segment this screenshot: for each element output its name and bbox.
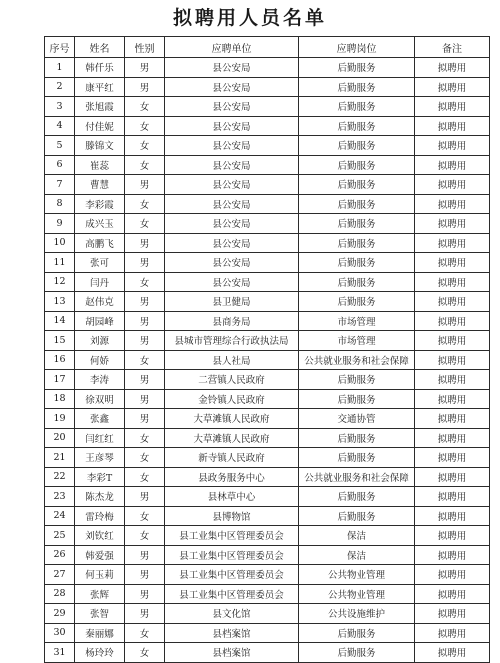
table-row [45, 292, 490, 312]
cell-index: 10 [45, 233, 75, 253]
cell-employer: 县档案馆 [165, 623, 299, 643]
cell-index: 19 [45, 409, 75, 429]
cell-index: 28 [45, 584, 75, 604]
table-row [45, 506, 490, 526]
cell-position: 后勤服务 [299, 272, 415, 292]
header-employer: 应聘单位 [165, 37, 299, 58]
cell-position: 后勤服务 [299, 136, 415, 156]
cell-index: 25 [45, 526, 75, 546]
cell-index: 9 [45, 214, 75, 234]
cell-position: 保洁 [299, 545, 415, 565]
table-row [45, 77, 490, 97]
cell-gender: 男 [125, 58, 165, 78]
cell-name: 秦丽娜 [75, 623, 125, 643]
cell-position: 公共就业服务和社会保障 [299, 467, 415, 487]
cell-gender: 男 [125, 389, 165, 409]
cell-gender: 女 [125, 526, 165, 546]
cell-index: 20 [45, 428, 75, 448]
table-row [45, 526, 490, 546]
cell-name: 康平红 [75, 77, 125, 97]
cell-remark: 拟聘用 [415, 487, 490, 507]
cell-index: 15 [45, 331, 75, 351]
cell-position: 后勤服务 [299, 623, 415, 643]
cell-remark: 拟聘用 [415, 545, 490, 565]
cell-name: 张智 [75, 604, 125, 624]
cell-employer: 大草滩镇人民政府 [165, 428, 299, 448]
cell-position: 后勤服务 [299, 389, 415, 409]
cell-employer: 县政务服务中心 [165, 467, 299, 487]
cell-employer: 县公安局 [165, 214, 299, 234]
cell-employer: 县公安局 [165, 116, 299, 136]
cell-remark: 拟聘用 [415, 331, 490, 351]
cell-gender: 男 [125, 409, 165, 429]
cell-position: 后勤服务 [299, 487, 415, 507]
cell-employer: 县工业集中区管理委员会 [165, 545, 299, 565]
cell-gender: 女 [125, 97, 165, 117]
cell-gender: 女 [125, 272, 165, 292]
cell-remark: 拟聘用 [415, 565, 490, 585]
table-row [45, 233, 490, 253]
cell-gender: 男 [125, 253, 165, 273]
cell-gender: 女 [125, 116, 165, 136]
cell-name: 韩仟乐 [75, 58, 125, 78]
cell-position: 市场管理 [299, 331, 415, 351]
cell-name: 杨玲玲 [75, 643, 125, 663]
cell-index: 3 [45, 97, 75, 117]
cell-position: 后勤服务 [299, 506, 415, 526]
table-row [45, 565, 490, 585]
cell-name: 刘源 [75, 331, 125, 351]
cell-gender: 女 [125, 428, 165, 448]
cell-employer: 县工业集中区管理委员会 [165, 565, 299, 585]
cell-index: 6 [45, 155, 75, 175]
cell-remark: 拟聘用 [415, 526, 490, 546]
cell-employer: 新寺镇人民政府 [165, 448, 299, 468]
cell-name: 闫丹 [75, 272, 125, 292]
table-row [45, 623, 490, 643]
cell-index: 11 [45, 253, 75, 273]
cell-remark: 拟聘用 [415, 97, 490, 117]
cell-index: 24 [45, 506, 75, 526]
cell-remark: 拟聘用 [415, 428, 490, 448]
cell-remark: 拟聘用 [415, 409, 490, 429]
cell-position: 公共物业管理 [299, 584, 415, 604]
cell-position: 后勤服务 [299, 428, 415, 448]
cell-index: 5 [45, 136, 75, 156]
header-gender: 性别 [125, 37, 165, 58]
cell-index: 29 [45, 604, 75, 624]
cell-remark: 拟聘用 [415, 116, 490, 136]
cell-index: 31 [45, 643, 75, 663]
cell-employer: 县公安局 [165, 233, 299, 253]
cell-name: 赵伟克 [75, 292, 125, 312]
cell-position: 后勤服务 [299, 448, 415, 468]
table-row [45, 604, 490, 624]
cell-remark: 拟聘用 [415, 623, 490, 643]
cell-name: 陈杰龙 [75, 487, 125, 507]
cell-index: 26 [45, 545, 75, 565]
cell-position: 保洁 [299, 526, 415, 546]
cell-position: 后勤服务 [299, 233, 415, 253]
cell-employer: 县公安局 [165, 97, 299, 117]
cell-name: 成兴玉 [75, 214, 125, 234]
cell-index: 2 [45, 77, 75, 97]
cell-gender: 男 [125, 77, 165, 97]
table-row [45, 253, 490, 273]
table-row [45, 467, 490, 487]
table-row [45, 370, 490, 390]
cell-gender: 女 [125, 467, 165, 487]
cell-index: 12 [45, 272, 75, 292]
cell-position: 后勤服务 [299, 194, 415, 214]
cell-gender: 男 [125, 565, 165, 585]
cell-index: 23 [45, 487, 75, 507]
cell-employer: 县公安局 [165, 136, 299, 156]
cell-remark: 拟聘用 [415, 272, 490, 292]
cell-employer: 县文化馆 [165, 604, 299, 624]
cell-remark: 拟聘用 [415, 604, 490, 624]
cell-remark: 拟聘用 [415, 58, 490, 78]
cell-name: 刘钦红 [75, 526, 125, 546]
page-title: 拟聘用人员名单 [172, 7, 327, 29]
cell-position: 后勤服务 [299, 58, 415, 78]
cell-gender: 女 [125, 448, 165, 468]
table-row [45, 155, 490, 175]
header-position: 应聘岗位 [299, 37, 415, 58]
table-row [45, 545, 490, 565]
cell-index: 27 [45, 565, 75, 585]
cell-employer: 县公安局 [165, 77, 299, 97]
table-row [45, 428, 490, 448]
header-index: 序号 [45, 37, 75, 58]
cell-employer: 县城市管理综合行政执法局 [165, 331, 299, 351]
cell-index: 16 [45, 350, 75, 370]
cell-name: 闫红红 [75, 428, 125, 448]
header-remark: 备注 [415, 37, 490, 58]
table-row [45, 448, 490, 468]
cell-remark: 拟聘用 [415, 253, 490, 273]
cell-index: 30 [45, 623, 75, 643]
table-row [45, 331, 490, 351]
table-header-row [45, 37, 490, 58]
table-row [45, 58, 490, 78]
table-row [45, 487, 490, 507]
cell-position: 后勤服务 [299, 253, 415, 273]
cell-name: 何玉莉 [75, 565, 125, 585]
cell-gender: 女 [125, 214, 165, 234]
cell-remark: 拟聘用 [415, 175, 490, 195]
cell-gender: 男 [125, 604, 165, 624]
table-row [45, 643, 490, 663]
cell-index: 21 [45, 448, 75, 468]
cell-gender: 女 [125, 155, 165, 175]
cell-name: 雷玲梅 [75, 506, 125, 526]
cell-name: 张鑫 [75, 409, 125, 429]
cell-name: 付佳妮 [75, 116, 125, 136]
cell-position: 后勤服务 [299, 77, 415, 97]
cell-employer: 二营镇人民政府 [165, 370, 299, 390]
cell-name: 何娇 [75, 350, 125, 370]
cell-name: 滕锦文 [75, 136, 125, 156]
cell-gender: 男 [125, 233, 165, 253]
cell-position: 后勤服务 [299, 214, 415, 234]
cell-employer: 县人社局 [165, 350, 299, 370]
cell-gender: 男 [125, 584, 165, 604]
cell-name: 徐双明 [75, 389, 125, 409]
cell-employer: 县公安局 [165, 155, 299, 175]
cell-employer: 县公安局 [165, 175, 299, 195]
table-row [45, 272, 490, 292]
cell-gender: 女 [125, 136, 165, 156]
cell-remark: 拟聘用 [415, 136, 490, 156]
cell-employer: 金铃镇人民政府 [165, 389, 299, 409]
cell-remark: 拟聘用 [415, 370, 490, 390]
cell-name: 曹慧 [75, 175, 125, 195]
cell-remark: 拟聘用 [415, 350, 490, 370]
cell-name: 李彩霞 [75, 194, 125, 214]
cell-position: 公共就业服务和社会保障 [299, 350, 415, 370]
cell-position: 后勤服务 [299, 643, 415, 663]
cell-index: 22 [45, 467, 75, 487]
cell-name: 胡园峰 [75, 311, 125, 331]
cell-employer: 县卫健局 [165, 292, 299, 312]
cell-name: 王彦琴 [75, 448, 125, 468]
cell-position: 公共设施维护 [299, 604, 415, 624]
cell-employer: 县档案馆 [165, 643, 299, 663]
cell-name: 张可 [75, 253, 125, 273]
table-row [45, 97, 490, 117]
cell-remark: 拟聘用 [415, 194, 490, 214]
cell-employer: 县公安局 [165, 253, 299, 273]
cell-position: 后勤服务 [299, 97, 415, 117]
cell-remark: 拟聘用 [415, 155, 490, 175]
cell-position: 后勤服务 [299, 175, 415, 195]
cell-remark: 拟聘用 [415, 467, 490, 487]
cell-index: 17 [45, 370, 75, 390]
cell-position: 交通协管 [299, 409, 415, 429]
cell-remark: 拟聘用 [415, 389, 490, 409]
table-row [45, 389, 490, 409]
cell-gender: 男 [125, 487, 165, 507]
cell-position: 后勤服务 [299, 292, 415, 312]
cell-gender: 女 [125, 506, 165, 526]
cell-remark: 拟聘用 [415, 448, 490, 468]
table-row [45, 214, 490, 234]
table-row [45, 350, 490, 370]
cell-remark: 拟聘用 [415, 643, 490, 663]
cell-name: 李涛 [75, 370, 125, 390]
cell-remark: 拟聘用 [415, 233, 490, 253]
table-row [45, 136, 490, 156]
cell-name: 李彩T [75, 467, 125, 487]
cell-index: 8 [45, 194, 75, 214]
header-name: 姓名 [75, 37, 125, 58]
cell-index: 18 [45, 389, 75, 409]
cell-remark: 拟聘用 [415, 292, 490, 312]
cell-employer: 县公安局 [165, 58, 299, 78]
cell-gender: 女 [125, 350, 165, 370]
table-row [45, 409, 490, 429]
cell-gender: 男 [125, 545, 165, 565]
cell-position: 后勤服务 [299, 155, 415, 175]
cell-position: 后勤服务 [299, 116, 415, 136]
cell-gender: 男 [125, 292, 165, 312]
cell-name: 高鹏飞 [75, 233, 125, 253]
cell-remark: 拟聘用 [415, 584, 490, 604]
cell-remark: 拟聘用 [415, 506, 490, 526]
cell-remark: 拟聘用 [415, 311, 490, 331]
cell-employer: 大草滩镇人民政府 [165, 409, 299, 429]
cell-employer: 县林草中心 [165, 487, 299, 507]
cell-name: 张辉 [75, 584, 125, 604]
cell-position: 公共物业管理 [299, 565, 415, 585]
table-row [45, 175, 490, 195]
cell-index: 4 [45, 116, 75, 136]
cell-gender: 女 [125, 623, 165, 643]
cell-gender: 男 [125, 370, 165, 390]
cell-index: 7 [45, 175, 75, 195]
cell-name: 张旭霞 [75, 97, 125, 117]
cell-position: 市场管理 [299, 311, 415, 331]
cell-employer: 县商务局 [165, 311, 299, 331]
cell-remark: 拟聘用 [415, 77, 490, 97]
table-row [45, 116, 490, 136]
cell-name: 韩爱强 [75, 545, 125, 565]
hire-list-table [44, 36, 490, 663]
cell-gender: 男 [125, 311, 165, 331]
cell-employer: 县博物馆 [165, 506, 299, 526]
table-row [45, 194, 490, 214]
table-row [45, 584, 490, 604]
cell-gender: 男 [125, 331, 165, 351]
cell-employer: 县工业集中区管理委员会 [165, 584, 299, 604]
cell-employer: 县公安局 [165, 272, 299, 292]
cell-gender: 女 [125, 194, 165, 214]
cell-gender: 女 [125, 643, 165, 663]
cell-position: 后勤服务 [299, 370, 415, 390]
cell-index: 13 [45, 292, 75, 312]
cell-employer: 县工业集中区管理委员会 [165, 526, 299, 546]
cell-name: 崔蕊 [75, 155, 125, 175]
cell-gender: 男 [125, 175, 165, 195]
table-row [45, 311, 490, 331]
cell-index: 1 [45, 58, 75, 78]
cell-employer: 县公安局 [165, 194, 299, 214]
cell-remark: 拟聘用 [415, 214, 490, 234]
cell-index: 14 [45, 311, 75, 331]
